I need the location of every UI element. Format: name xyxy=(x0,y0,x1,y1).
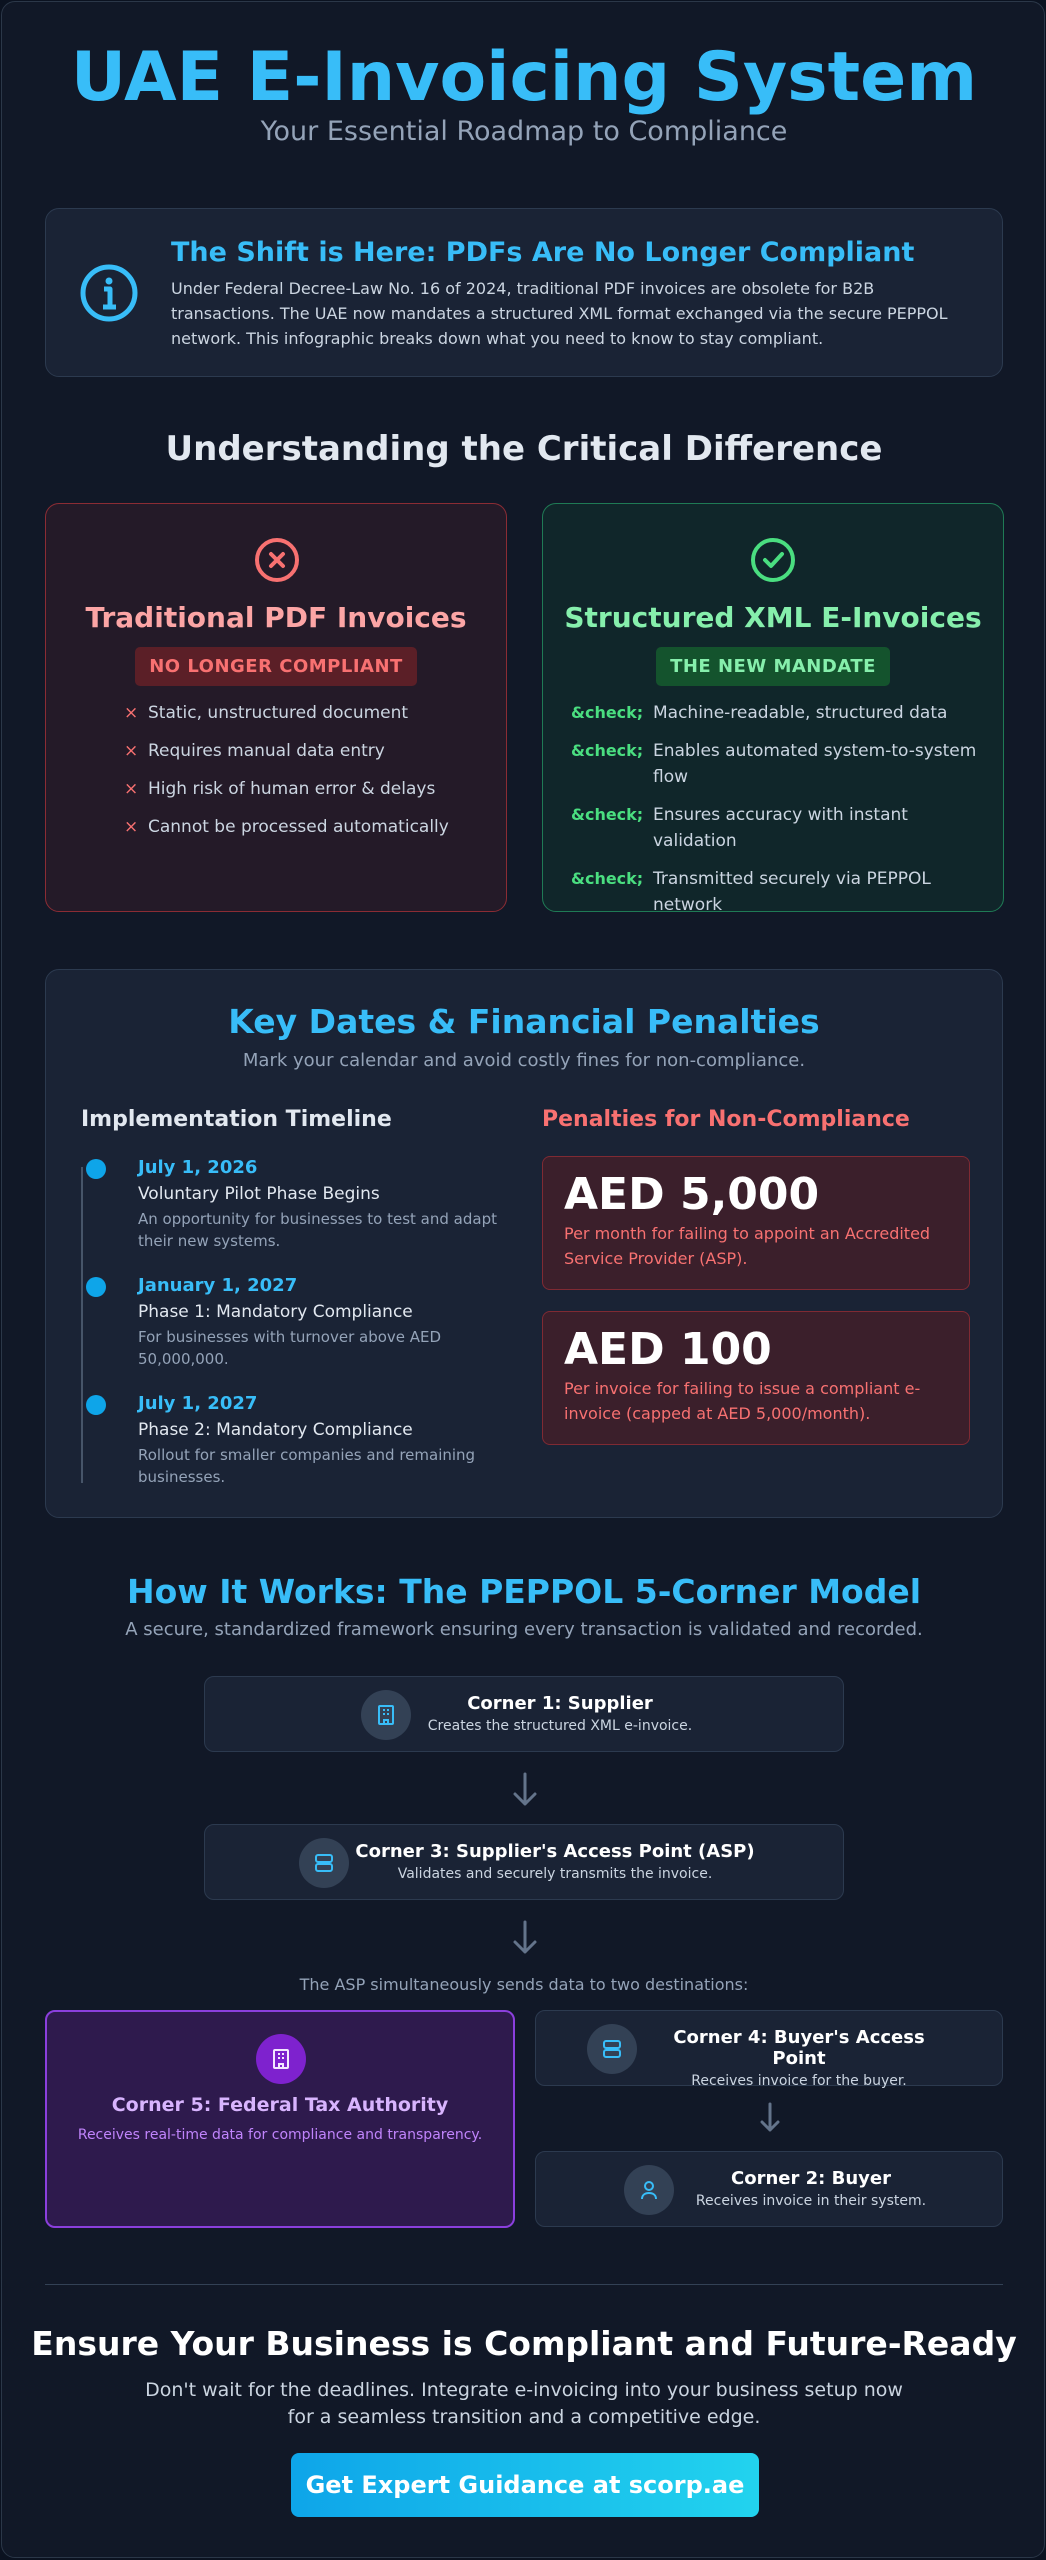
penalty-amount: AED 100 xyxy=(564,1324,772,1375)
info-icon xyxy=(79,263,139,323)
user-icon xyxy=(624,2165,674,2215)
timeline-title: Implementation Timeline xyxy=(81,1107,392,1132)
corner-1-supplier xyxy=(204,1676,844,1752)
timeline-dot xyxy=(86,1159,106,1179)
x-circle-icon xyxy=(254,537,300,583)
xml-card xyxy=(542,503,1004,915)
timeline-item: July 1, 2027 Phase 2: Mandatory Compliance Rollout for smaller companies and remaining businesses. xyxy=(138,1393,478,1488)
xml-status-badge: THE NEW MANDATE xyxy=(656,647,890,686)
xml-list xyxy=(571,700,983,930)
check-icon: &check; xyxy=(571,805,644,824)
xml-list-item: &check; Machine-readable, structured data xyxy=(653,700,983,726)
timeline-dot xyxy=(86,1395,106,1415)
model-heading: How It Works: The PEPPOL 5-Corner Model xyxy=(126,1572,922,1611)
penalty-desc: Per invoice for failing to issue a compliant e-invoice (capped at AED 5,000/month). xyxy=(564,1379,921,1423)
penalty-card xyxy=(542,1311,970,1445)
pdf-card xyxy=(45,503,507,912)
node-desc: Receives invoice in their system. xyxy=(695,2193,927,2209)
infographic-page xyxy=(1,1,1045,2558)
server-icon xyxy=(587,2024,637,2074)
check-icon: &check; xyxy=(571,703,644,722)
pdf-list xyxy=(124,700,488,852)
arrow-down-icon xyxy=(510,1770,540,1810)
node-desc: Receives real-time data for compliance and transparency. xyxy=(77,2127,483,2143)
x-icon: × xyxy=(124,703,139,723)
xml-card-title: Structured XML E-Invoices xyxy=(564,601,982,634)
penalties-title: Penalties for Non-Compliance xyxy=(542,1107,910,1132)
model-subheading: A secure, standardized framework ensuring every transaction is validated and recorded. xyxy=(125,1619,923,1640)
dates-heading: Key Dates & Financial Penalties xyxy=(228,1002,820,1041)
dates-card xyxy=(45,969,1003,1518)
x-icon: × xyxy=(124,741,139,761)
intro-card xyxy=(45,208,1003,377)
building-icon xyxy=(361,1690,411,1740)
node-title: Corner 2: Buyer xyxy=(731,2168,891,2189)
pdf-card-title: Traditional PDF Invoices xyxy=(85,601,467,634)
penalty-card xyxy=(542,1156,970,1290)
node-desc: Receives invoice for the buyer. xyxy=(691,2073,907,2089)
corner-3-supplier-asp xyxy=(204,1824,844,1900)
expert-guidance-button[interactable]: Get Expert Guidance at scorp.ae xyxy=(291,2453,759,2517)
timeline-item: July 1, 2026 Voluntary Pilot Phase Begins An opportunity for businesses to test and adapt their new systems. xyxy=(138,1157,498,1252)
page-title: UAE E-Invoicing System xyxy=(70,38,978,117)
pdf-status-badge: NO LONGER COMPLIANT xyxy=(135,647,417,686)
difference-heading: Understanding the Critical Difference xyxy=(165,429,883,469)
pdf-list-item: × High risk of human error & delays xyxy=(148,776,488,802)
xml-list-item: &check; Enables automated system-to-system flow xyxy=(653,738,983,790)
penalty-desc: Per month for failing to appoint an Accredited Service Provider (ASP). xyxy=(564,1224,931,1268)
node-title: Corner 3: Supplier's Access Point (ASP) xyxy=(355,1841,755,1862)
corner-2-buyer xyxy=(535,2151,1003,2227)
node-desc: Creates the structured XML e-invoice. xyxy=(427,1718,693,1734)
node-title: Corner 1: Supplier xyxy=(467,1693,653,1714)
intro-title: The Shift is Here: PDFs Are No Longer Compliant xyxy=(171,237,915,268)
check-icon: &check; xyxy=(571,869,644,888)
corner-5-tax-authority xyxy=(45,2010,515,2228)
timeline-line xyxy=(81,1167,83,1483)
penalty-amount: AED 5,000 xyxy=(564,1169,820,1220)
footer-heading: Ensure Your Business is Compliant and Future-Ready xyxy=(31,2324,1017,2363)
timeline-item: January 1, 2027 Phase 1: Mandatory Compliance For businesses with turnover above AED 50,000,000. xyxy=(138,1275,468,1370)
check-circle-icon xyxy=(750,537,796,583)
arrow-down-icon xyxy=(510,1918,540,1958)
footer-body: Don't wait for the deadlines. Integrate e-invoicing into your business setup now for a seamless transition and a competitive edge. xyxy=(145,2379,903,2428)
node-title: Corner 5: Federal Tax Authority xyxy=(111,2094,449,2116)
split-note: The ASP simultaneously sends data to two destinations: xyxy=(299,1975,749,1994)
intro-body: Under Federal Decree-Law No. 16 of 2024, traditional PDF invoices are obsolete for B2B transactions. The UAE now mandates a structured XML format exchanged via the secure PEPPOL network. This infographic breaks down what you need to know to stay compliant. xyxy=(171,279,948,348)
node-desc: Validates and securely transmits the invoice. xyxy=(397,1866,713,1882)
server-icon xyxy=(299,1838,349,1888)
pdf-list-item: × Static, unstructured document xyxy=(148,700,488,726)
corner-4-buyer-asp xyxy=(535,2010,1003,2089)
pdf-list-item: × Cannot be processed automatically xyxy=(148,814,488,840)
x-icon: × xyxy=(124,779,139,799)
divider xyxy=(45,2284,1003,2285)
page-subtitle: Your Essential Roadmap to Compliance xyxy=(260,116,788,147)
node-title: Corner 4: Buyer's Access Point xyxy=(673,2027,925,2069)
arrow-down-icon xyxy=(755,2100,785,2140)
building-icon xyxy=(256,2034,306,2084)
xml-list-item: &check; Transmitted securely via PEPPOL network xyxy=(653,866,983,918)
pdf-list-item: × Requires manual data entry xyxy=(148,738,488,764)
xml-list-item: &check; Ensures accuracy with instant validation xyxy=(653,802,983,854)
dates-subheading: Mark your calendar and avoid costly fines for non-compliance. xyxy=(242,1050,806,1071)
check-icon: &check; xyxy=(571,741,644,760)
timeline-dot xyxy=(86,1277,106,1297)
x-icon: × xyxy=(124,817,139,837)
